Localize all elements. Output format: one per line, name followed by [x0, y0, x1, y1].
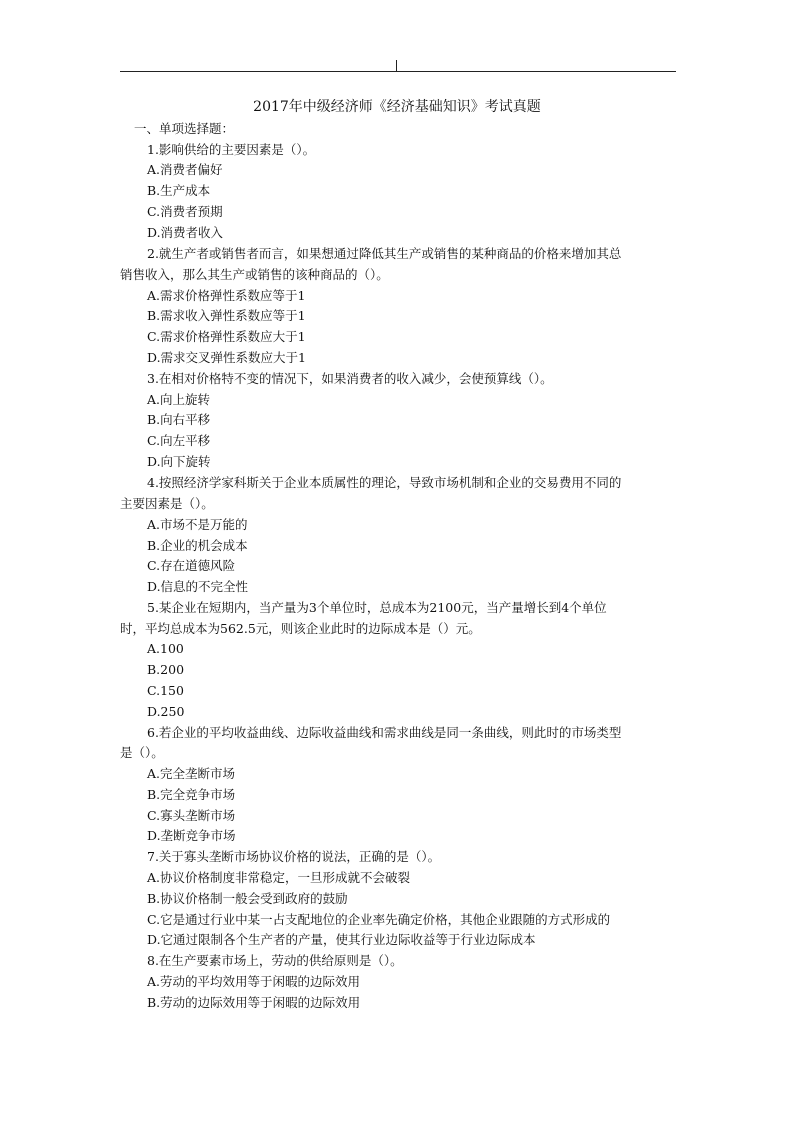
question-1-option-d: D.消费者收入 [147, 225, 224, 240]
question-5-option-d: D.250 [147, 704, 185, 719]
question-2-option-d: D.需求交叉弹性系数应大于1 [147, 350, 307, 365]
section-heading: 一、单项选择题： [134, 121, 235, 136]
question-2-stem-line-1: 2.就生产者或销售者而言，如果想通过降低其生产或销售的某种商品的价格来增加其总 [147, 246, 622, 261]
question-2-option-a: A.需求价格弹性系数应等于1 [147, 288, 306, 303]
question-3-stem: 3.在相对价格特不变的情况下，如果消费者的收入减少，会使预算线（）。 [147, 371, 553, 386]
question-4-option-a: A.市场不是万能的 [147, 517, 248, 532]
question-5-option-a: A.100 [147, 641, 184, 656]
document-title: 2017年中级经济师《经济基础知识》考试真题 [253, 99, 541, 115]
question-5-stem-line-2: 时，平均总成本为562.5元，则该企业此时的边际成本是（）元。 [120, 621, 481, 636]
question-1-option-b: B.生产成本 [147, 183, 211, 198]
question-3-option-d: D.向下旋转 [147, 454, 211, 469]
question-6-stem-line-2: 是（）。 [120, 745, 164, 760]
question-2-option-b: B.需求收入弹性系数应等于1 [147, 308, 306, 323]
question-5-option-b: B.200 [147, 662, 185, 677]
question-1-option-c: C.消费者预期 [147, 204, 223, 219]
question-4-option-d: D.信息的不完全性 [147, 579, 249, 594]
question-3-option-c: C.向左平移 [147, 433, 211, 448]
header-rule [120, 71, 676, 72]
question-4-option-b: B.企业的机会成本 [147, 538, 248, 553]
question-4-option-c: C.存在道德风险 [147, 558, 236, 573]
question-6-option-b: B.完全竞争市场 [147, 787, 236, 802]
question-5-stem-line-1: 5.某企业在短期内，当产量为3个单位时，总成本为2100元，当产量增长到4个单位 [147, 600, 607, 615]
question-6-stem-line-1: 6.若企业的平均收益曲线、边际收益曲线和需求曲线是同一条曲线，则此时的市场类型 [147, 725, 622, 740]
question-3-option-a: A.向上旋转 [147, 392, 211, 407]
question-6-option-a: A.完全垄断市场 [147, 766, 236, 781]
question-2-stem-line-2: 销售收入，那么其生产或销售的该种商品的（）。 [120, 267, 389, 282]
question-6-option-d: D.垄断竞争市场 [147, 828, 236, 843]
question-7-option-b: B.协议价格制一般会受到政府的鼓励 [147, 891, 348, 906]
question-5-option-c: C.150 [147, 683, 184, 698]
question-4-stem-line-1: 4.按照经济学家科斯关于企业本质属性的理论，导致市场机制和企业的交易费用不同的 [147, 475, 622, 490]
header-tick-mark [396, 60, 397, 71]
question-7-option-d: D.它通过限制各个生产者的产量，使其行业边际收益等于行业边际成本 [147, 932, 536, 947]
question-8-option-a: A.劳动的平均效用等于闲暇的边际效用 [147, 974, 361, 989]
question-3-option-b: B.向右平移 [147, 412, 211, 427]
question-4-stem-line-2: 主要因素是（）。 [120, 496, 214, 511]
question-1-stem: 1.影响供给的主要因素是（）。 [147, 142, 316, 157]
question-8-option-b: B.劳动的边际效用等于闲暇的边际效用 [147, 995, 361, 1010]
question-1-option-a: A.消费者偏好 [147, 162, 223, 177]
question-2-option-c: C.需求价格弹性系数应大于1 [147, 329, 306, 344]
question-8-stem: 8.在生产要素市场上，劳动的供给原则是（）。 [147, 953, 403, 968]
question-7-option-c: C.它是通过行业中某一占支配地位的企业率先确定价格，其他企业跟随的方式形成的 [147, 912, 611, 927]
question-6-option-c: C.寡头垄断市场 [147, 808, 236, 823]
question-7-stem: 7.关于寡头垄断市场协议价格的说法，正确的是（）。 [147, 849, 441, 864]
question-7-option-a: A.协议价格制度非常稳定，一旦形成就不会破裂 [147, 870, 411, 885]
